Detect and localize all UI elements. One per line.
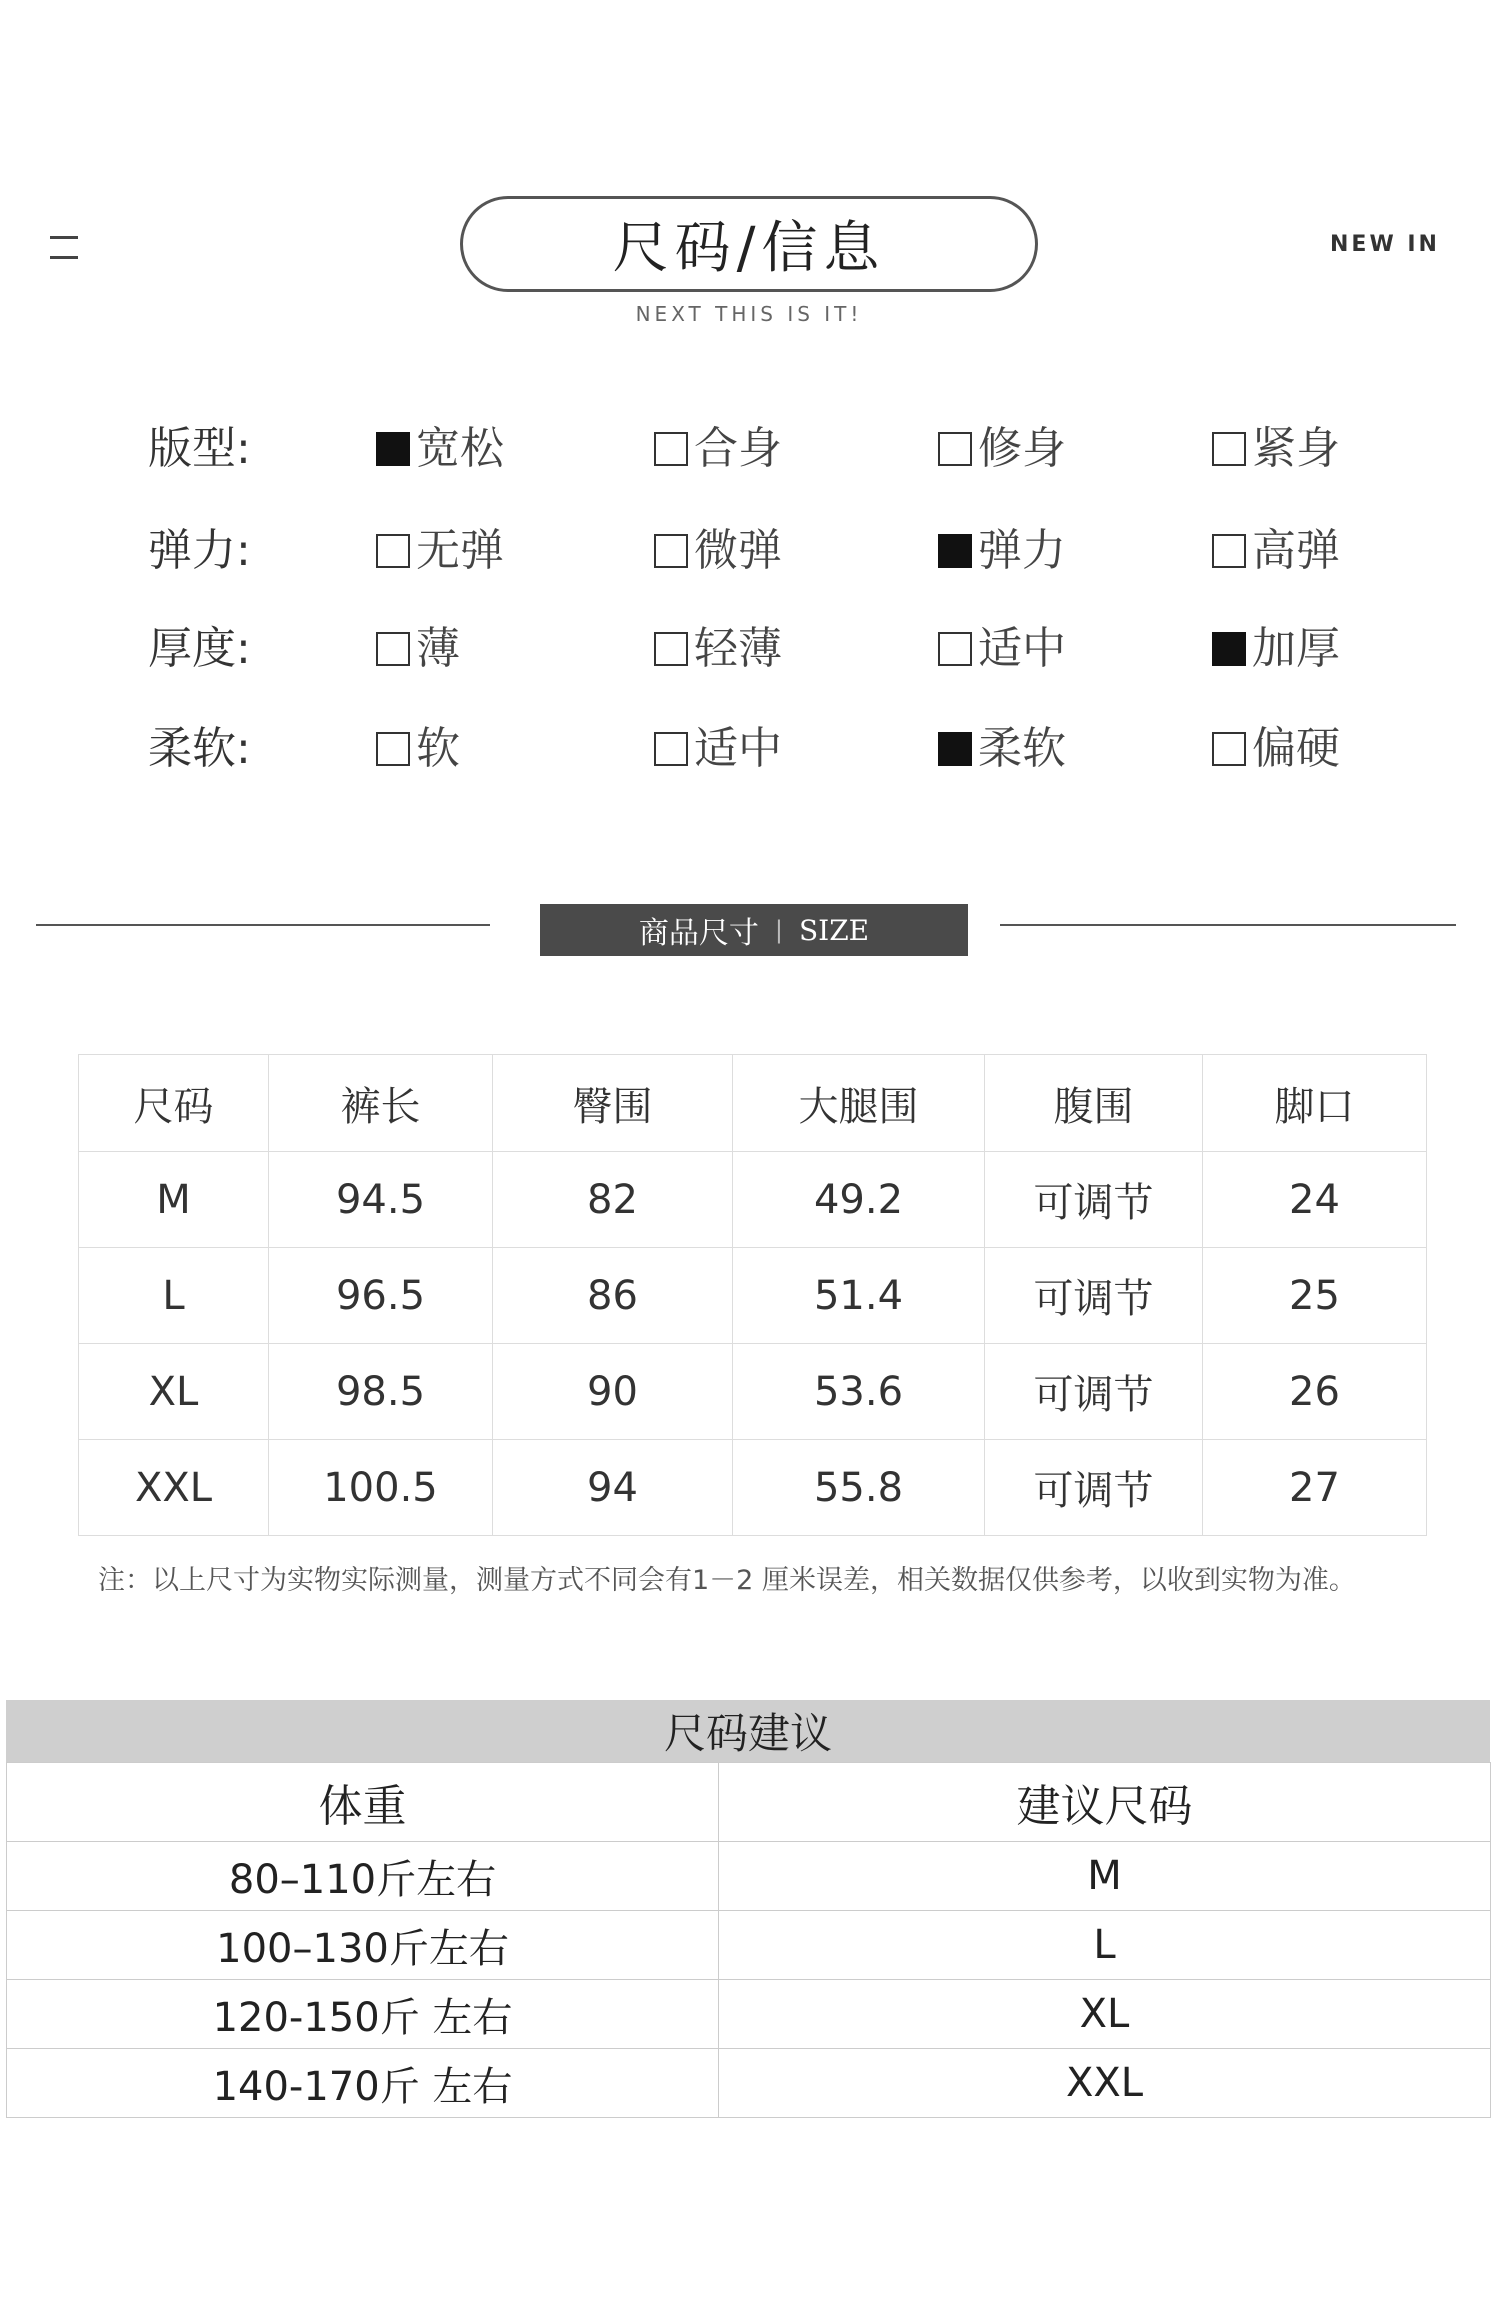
unchecked-box-icon [654,432,688,466]
unchecked-box-icon [654,632,688,666]
table-cell: 96.5 [269,1248,493,1344]
unchecked-box-icon [654,534,688,568]
attribute-option [938,614,1066,684]
checked-box-icon [938,534,972,568]
table-cell: XXL [79,1440,269,1536]
recommendation-header-cell: 体重 [7,1763,719,1842]
table-cell: 51.4 [733,1248,985,1344]
attribute-option-label: 弹力 [978,525,1066,576]
table-cell: XL [719,1980,1491,2049]
attribute-option-label: 轻薄 [694,623,782,674]
page-subtitle: NEXT THIS IS IT! [635,302,863,326]
table-cell: 可调节 [985,1440,1203,1536]
table-cell: L [79,1248,269,1344]
table-cell: 27 [1203,1440,1427,1536]
attribute-label: 柔软: [148,723,251,774]
table-row [79,1152,1427,1248]
unchecked-box-icon [1212,732,1246,766]
menu-icon[interactable] [50,236,80,264]
attribute-option [1212,714,1340,784]
size-table-header-cell: 大腿围 [733,1055,985,1152]
attribute-option-label: 偏硬 [1252,723,1340,774]
unchecked-box-icon [938,632,972,666]
attribute-option-label: 薄 [416,623,460,674]
attribute-option [1212,614,1340,684]
recommendation-header-cell: 建议尺码 [719,1763,1491,1842]
size-table-header-row [79,1055,1427,1152]
table-cell: XL [79,1344,269,1440]
unchecked-box-icon [376,732,410,766]
new-in-badge: NEW IN [1330,232,1440,257]
table-cell: 100.5 [269,1440,493,1536]
attribute-option-label: 紧身 [1252,423,1340,474]
attribute-option-label: 修身 [978,423,1066,474]
table-cell: 94 [493,1440,733,1536]
size-banner-cn: 商品尺寸 [638,916,759,951]
table-cell: 94.5 [269,1152,493,1248]
attribute-option [376,516,504,586]
table-cell: 可调节 [985,1152,1203,1248]
attribute-option-label: 合身 [694,423,782,474]
table-cell: 120-150斤 左右 [7,1980,719,2049]
attribute-option [654,414,782,484]
table-cell: 100–130斤左右 [7,1911,719,1980]
checked-box-icon [376,432,410,466]
unchecked-box-icon [1212,534,1246,568]
attribute-option [376,414,504,484]
attribute-label: 厚度: [148,623,251,674]
recommendation-header-row [7,1763,1491,1842]
attribute-option [654,614,782,684]
checked-box-icon [1212,632,1246,666]
table-cell: M [79,1152,269,1248]
unchecked-box-icon [376,534,410,568]
table-cell: 24 [1203,1152,1427,1248]
table-cell: 140-170斤 左右 [7,2049,719,2118]
attribute-option-label: 宽松 [416,423,504,474]
attribute-label: 弹力: [148,525,251,576]
attribute-option [938,516,1066,586]
table-cell: 80–110斤左右 [7,1842,719,1911]
size-table-header-cell: 脚口 [1203,1055,1427,1152]
table-cell: 25 [1203,1248,1427,1344]
table-cell: 26 [1203,1344,1427,1440]
attribute-option-label: 软 [416,723,460,774]
attribute-option [938,414,1066,484]
table-row [79,1248,1427,1344]
attribute-option-label: 适中 [978,623,1066,674]
attribute-option-label: 柔软 [978,723,1066,774]
unchecked-box-icon [1212,432,1246,466]
attribute-row [0,714,1500,784]
size-table-header-cell: 裤长 [269,1055,493,1152]
table-row [79,1344,1427,1440]
table-cell: 90 [493,1344,733,1440]
table-cell: 82 [493,1152,733,1248]
table-cell: L [719,1911,1491,1980]
table-cell: M [719,1842,1491,1911]
measurement-note: 注：以上尺寸为实物实际测量，测量方式不同会有1－2 厘米误差，相关数据仅供参考，以收到实物为准。 [98,1565,1356,1596]
attribute-row [0,516,1500,586]
attribute-row [0,614,1500,684]
divider-right [1000,924,1456,926]
table-cell: 86 [493,1248,733,1344]
unchecked-box-icon [938,432,972,466]
size-banner-separator: | [774,916,783,944]
table-cell: 可调节 [985,1248,1203,1344]
table-row [7,1911,1491,1980]
size-section-banner [540,904,968,956]
attribute-option [376,714,460,784]
table-cell: XXL [719,2049,1491,2118]
table-cell: 53.6 [733,1344,985,1440]
attribute-option-label: 加厚 [1252,623,1340,674]
table-cell: 55.8 [733,1440,985,1536]
attribute-option [938,714,1066,784]
attribute-option [376,614,460,684]
table-cell: 49.2 [733,1152,985,1248]
size-banner-en: SIZE [798,913,870,947]
unchecked-box-icon [654,732,688,766]
size-table-header-cell: 臀围 [493,1055,733,1152]
attribute-option-label: 微弹 [694,525,782,576]
divider-left [36,924,490,926]
attribute-option-label: 适中 [694,723,782,774]
table-cell: 98.5 [269,1344,493,1440]
attribute-option-label: 高弹 [1252,525,1340,576]
unchecked-box-icon [376,632,410,666]
size-table-header-cell: 尺码 [79,1055,269,1152]
attribute-option [1212,516,1340,586]
checked-box-icon [938,732,972,766]
attribute-option [654,714,782,784]
size-table [78,1054,1427,1536]
page-title: 尺码/信息 [460,196,1038,292]
size-table-header-cell: 腹围 [985,1055,1203,1152]
recommendation-title: 尺码建议 [6,1700,1490,1762]
table-row [7,1980,1491,2049]
table-cell: 可调节 [985,1344,1203,1440]
attribute-label: 版型: [148,423,251,474]
table-row [79,1440,1427,1536]
attribute-option [654,516,782,586]
recommendation-table [6,1762,1491,2118]
attribute-row [0,414,1500,484]
attribute-option-label: 无弹 [416,525,504,576]
table-row [7,1842,1491,1911]
attribute-option [1212,414,1340,484]
table-row [7,2049,1491,2118]
